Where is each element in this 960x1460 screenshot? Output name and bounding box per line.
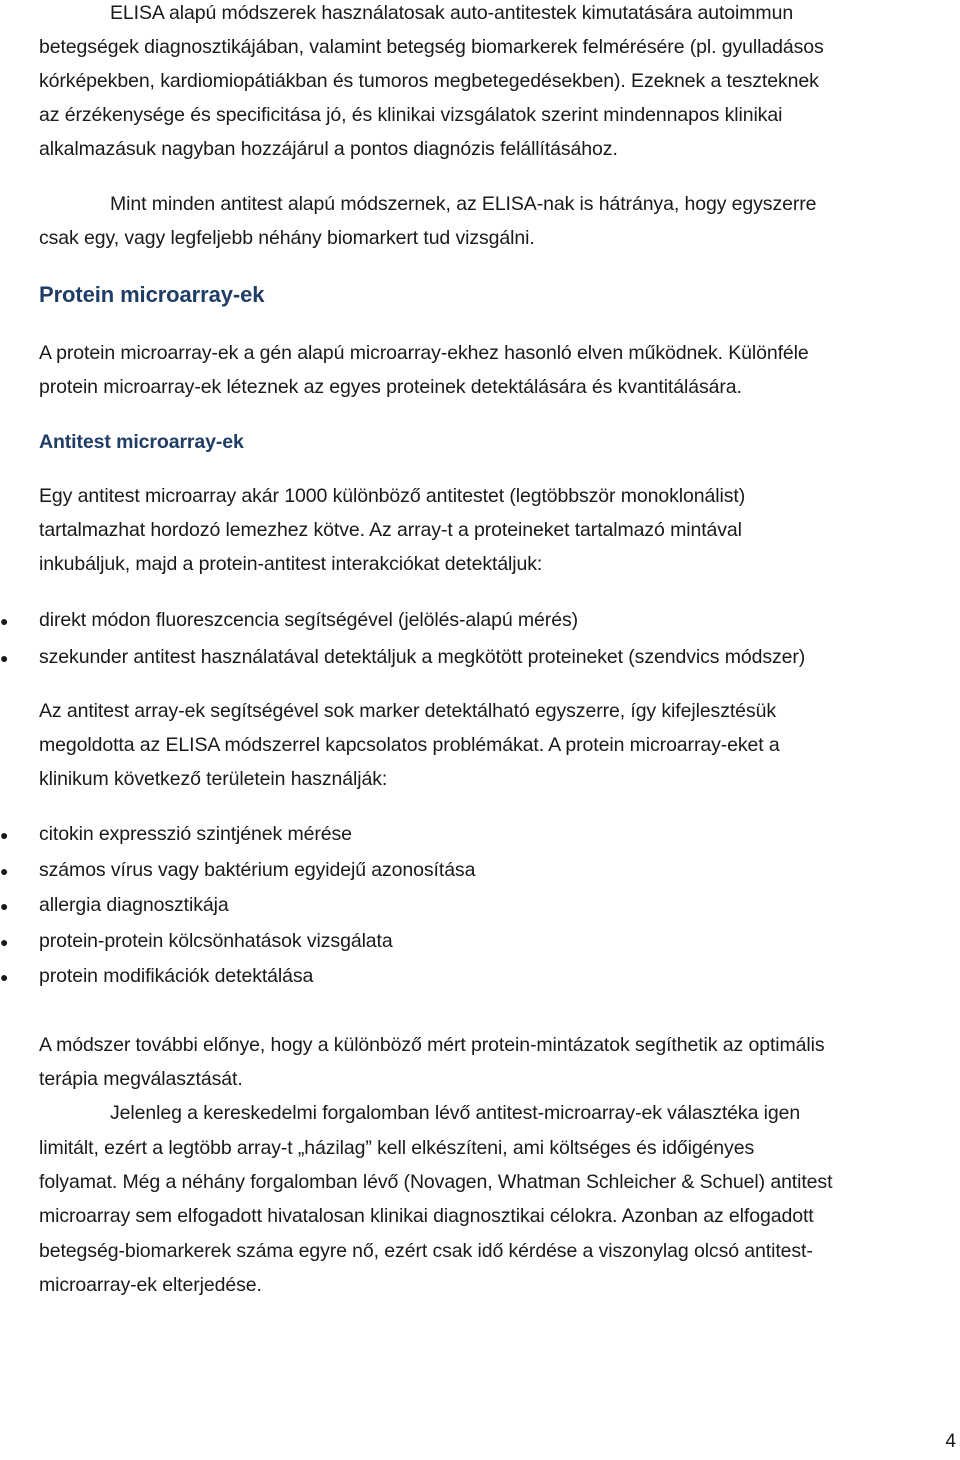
list2-item-5: protein modifikációk detektálása <box>39 965 314 987</box>
list2-item-3: allergia diagnosztikája <box>39 894 229 916</box>
p6-line-1: A módszer további előnye, hogy a különböző mért protein-mintázatok segíthetik az optimális <box>39 1034 825 1056</box>
list2-item-2: számos vírus vagy baktérium egyidejű azonosítása <box>39 859 476 881</box>
p2-line-1: Mint minden antitest alapú módszernek, az ELISA-nak is hátránya, hogy egyszerre <box>110 193 817 215</box>
p4-line-3: inkubáljuk, majd a protein-antitest interakciókat detektáljuk: <box>39 553 543 575</box>
p7-line-4: microarray sem elfogadott hivatalosan klinikai diagnosztikai célokra. Azonban az elfogadott <box>39 1205 814 1227</box>
bullet-icon: ● <box>0 934 9 950</box>
p1-line-2: betegségek diagnosztikájában, valamint betegség biomarkerek felmérésére (pl. gyulladásos <box>39 36 824 58</box>
p1-line-1: ELISA alapú módszerek használatosak auto-antitestek kimutatására autoimmun <box>110 2 794 24</box>
list1-item-2: szekunder antitest használatával detektáljuk a megkötött proteineket (szendvics módszer) <box>39 646 806 668</box>
p1-line-3: kórképekben, kardiomiopátiákban és tumoros megbetegedésekben). Ezeknek a teszteknek <box>39 70 819 92</box>
p7-line-2: limitált, ezért a legtöbb array-t „házilag” kell elkészíteni, ami költséges és időigényes <box>39 1137 755 1159</box>
p4-line-2: tartalmazhat hordozó lemezhez kötve. Az array-t a proteineket tartalmazó mintával <box>39 519 742 541</box>
bullet-icon: ● <box>0 613 9 629</box>
bullet-icon: ● <box>0 863 9 879</box>
p7-line-1: Jelenleg a kereskedelmi forgalomban lévő antitest-microarray-ek választéka igen <box>110 1102 801 1124</box>
p5-line-3: klinikum következő területein használják: <box>39 768 388 790</box>
bullet-icon: ● <box>0 898 9 914</box>
p5-line-2: megoldotta az ELISA módszerrel kapcsolatos problémákat. A protein microarray-eket a <box>39 734 780 756</box>
section-heading-antitest-microarray: Antitest microarray-ek <box>39 431 244 453</box>
p5-line-1: Az antitest array-ek segítségével sok marker detektálható egyszerre, így kifejlesztésük <box>39 700 776 722</box>
bullet-icon: ● <box>0 969 9 985</box>
bullet-icon: ● <box>0 827 9 843</box>
p1-line-4: az érzékenysége és specificitása jó, és klinikai vizsgálatok szerint mindennapos klinikai <box>39 104 783 126</box>
p4-line-1: Egy antitest microarray akár 1000 különböző antitestet (legtöbbször monoklonálist) <box>39 485 746 507</box>
p7-line-5: betegség-biomarkerek száma egyre nő, ezért csak idő kérdése a viszonylag olcsó antitest- <box>39 1240 813 1262</box>
list1-item-1: direkt módon fluoreszcencia segítségével (jelölés-alapú mérés) <box>39 609 578 631</box>
p7-line-6: microarray-ek elterjedése. <box>39 1274 262 1296</box>
p2-line-2: csak egy, vagy legfeljebb néhány biomarkert tud vizsgálni. <box>39 227 535 249</box>
page-number: 4 <box>945 1431 956 1452</box>
p3-line-1: A protein microarray-ek a gén alapú microarray-ekhez hasonló elven működnek. Különféle <box>39 342 809 364</box>
list2-item-1: citokin expresszió szintjének mérése <box>39 823 352 845</box>
p6-line-2: terápia megválasztását. <box>39 1068 243 1090</box>
p3-line-2: protein microarray-ek léteznek az egyes proteinek detektálására és kvantitálására. <box>39 376 742 398</box>
bullet-icon: ● <box>0 650 9 666</box>
section-heading-protein-microarray: Protein microarray-ek <box>39 282 265 307</box>
p1-line-5: alkalmazásuk nagyban hozzájárul a pontos diagnózis felállításához. <box>39 138 618 160</box>
list2-item-4: protein-protein kölcsönhatások vizsgálata <box>39 930 393 952</box>
p7-line-3: folyamat. Még a néhány forgalomban lévő (Novagen, Whatman Schleicher & Schuel) antitest <box>39 1171 833 1193</box>
